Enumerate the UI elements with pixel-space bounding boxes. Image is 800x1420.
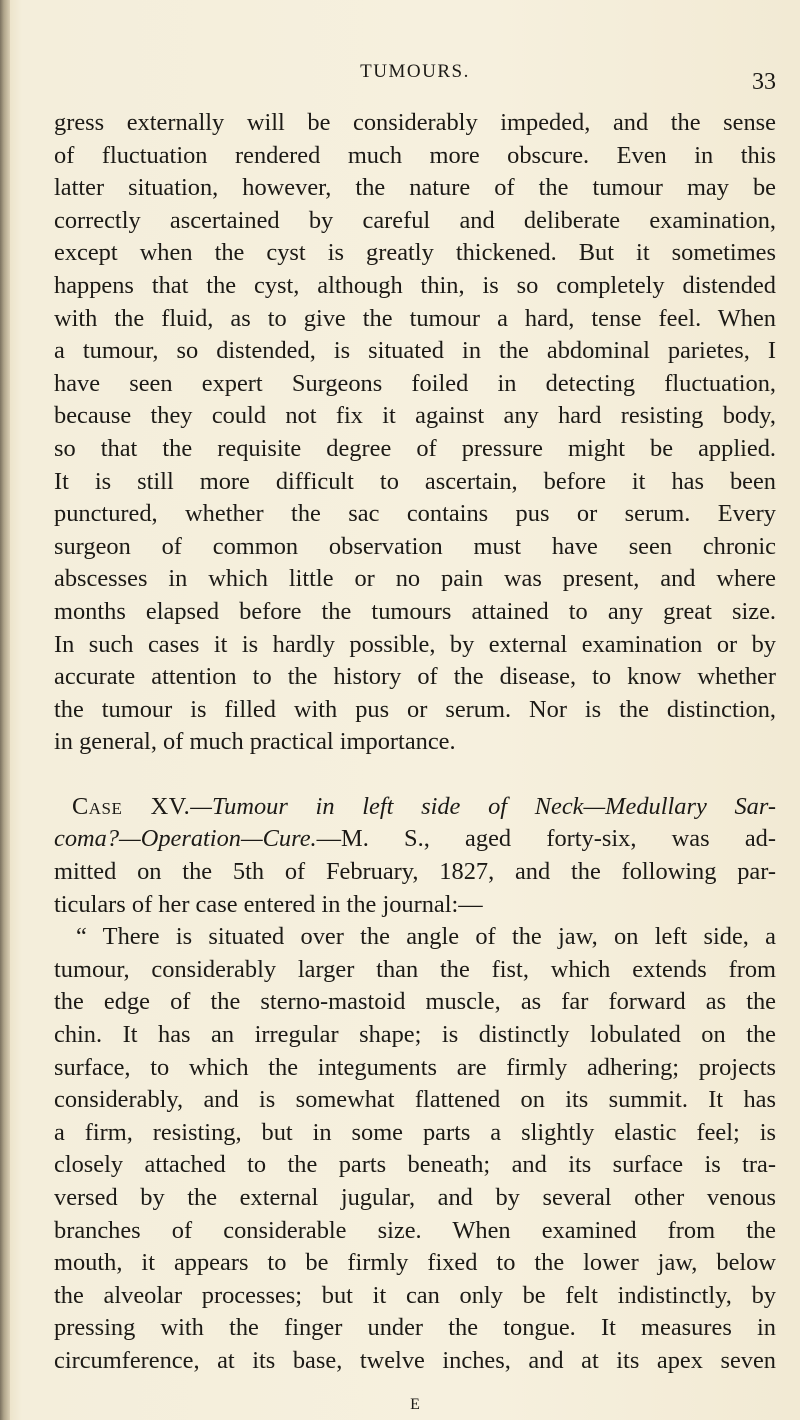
binding-edge — [0, 0, 10, 1420]
text-line: branches of considerable size. When examined from the — [54, 1216, 776, 1244]
text-line: “ There is situated over the angle of the jaw, on left side, a — [76, 923, 776, 951]
text-line: so that the requisite degree of pressure might be applied. — [54, 434, 776, 462]
text-line: correctly ascertained by careful and deliberate examination, — [54, 206, 776, 234]
body-text — [54, 107, 776, 1378]
signature-mark: E — [410, 1396, 420, 1413]
text-line: pressing with the finger under the tongue. It measures in — [54, 1314, 776, 1342]
page-number: 33 — [752, 69, 776, 95]
running-head — [54, 34, 776, 95]
text-line: the edge of the sterno-mastoid muscle, as far forward as the — [54, 988, 776, 1016]
text-line: accurate attention to the history of the disease, to know whether — [54, 663, 776, 691]
text-line: except when the cyst is greatly thickened. But it sometimes — [54, 239, 776, 267]
text-line: happens that the cyst, although thin, is so completely distended — [54, 271, 776, 299]
text-line: the alveolar processes; but it can only be felt indistinctly, by — [54, 1281, 776, 1309]
paragraph-gap — [54, 759, 776, 791]
text-line: a firm, resisting, but in some parts a slightly elastic feel; is — [54, 1118, 776, 1146]
text-line: considerably, and is somewhat flattened on its summit. It has — [54, 1086, 776, 1114]
text-line: It is still more difficult to ascertain, before it has been — [54, 467, 776, 495]
case-heading-line — [54, 823, 776, 856]
text-line: with the fluid, as to give the tumour a hard, tense feel. When — [54, 304, 776, 332]
text-line: punctured, whether the sac contains pus or serum. Every — [54, 500, 776, 528]
text-line: the tumour is filled with pus or serum. Nor is the distinction, — [54, 695, 776, 723]
text-line: months elapsed before the tumours attained to any great size. — [54, 597, 776, 625]
text-line: closely attached to the parts beneath; and its surface is tra- — [54, 1151, 776, 1179]
text-line: In such cases it is hardly possible, by external examination or by — [54, 630, 776, 658]
case-heading-rest: —M. S., aged forty-six, was ad- — [316, 825, 776, 853]
text-line: because they could not fix it against any hard resisting body, — [54, 402, 776, 430]
text-line: mouth, it appears to be firmly fixed to the lower jaw, below — [54, 1249, 776, 1277]
text-line: surgeon of common observation must have seen chronic — [54, 532, 776, 560]
text-line: chin. It has an irregular shape; is distinctly lobulated on the — [54, 1021, 776, 1049]
text-line: surface, to which the integuments are firmly adhering; projects — [54, 1053, 776, 1081]
text-line: circumference, at its base, twelve inches, and at its apex seven — [54, 1346, 776, 1374]
text-line: versed by the external jugular, and by several other venous — [54, 1184, 776, 1211]
text-line: a tumour, so distended, is situated in the abdominal parietes, I — [54, 337, 776, 365]
case-title-part2: coma?—Operation—Cure. — [54, 825, 317, 853]
case-title-part1: —Tumour in left side of Neck—Medullary Sar- — [190, 792, 776, 820]
text-line: latter situation, however, the nature of the tumour may be — [54, 174, 776, 202]
running-title: TUMOURS. — [360, 61, 470, 82]
text-line: in general, of much practical importance. — [54, 728, 456, 756]
text-line: of fluctuation rendered much more obscure. Even in this — [54, 141, 776, 169]
case-label: Case XV. — [72, 792, 191, 820]
text-line: gress externally will be considerably impeded, and the sense — [54, 109, 776, 136]
text-line: tumour, considerably larger than the fist, which extends from — [54, 955, 776, 983]
case-heading-line — [54, 791, 776, 824]
text-line: ticulars of her case entered in the journal:— — [54, 890, 483, 918]
text-line: abscesses in which little or no pain was present, and where — [54, 565, 776, 593]
text-line: mitted on the 5th of February, 1827, and the following par- — [54, 858, 776, 886]
text-line: have seen expert Surgeons foiled in detecting fluctuation, — [54, 369, 776, 397]
